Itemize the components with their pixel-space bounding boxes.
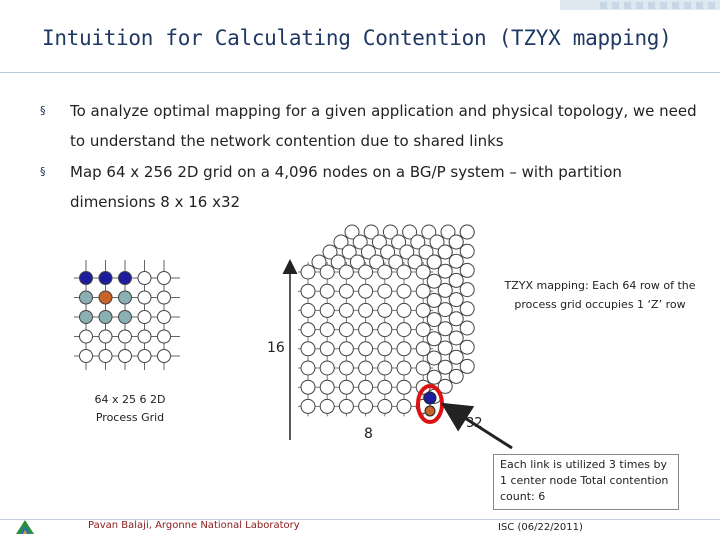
torus-node [359,399,373,413]
torus-node [460,225,474,239]
process-node [80,330,93,343]
torus-node [320,399,334,413]
orange-node [425,406,435,416]
process-node [80,311,93,324]
torus-node [438,245,452,259]
process-node [99,350,112,363]
torus-node [378,265,392,279]
torus-node [320,265,334,279]
torus-node [416,303,430,317]
torus-node [378,399,392,413]
torus-node [320,303,334,317]
argonne-logo-icon [14,518,36,536]
torus-node [397,303,411,317]
bullet-marker: § [40,104,46,117]
process-node [80,291,93,304]
process-node [80,350,93,363]
process-node [158,291,171,304]
torus-node [320,361,334,375]
process-node [158,350,171,363]
torus-node [397,284,411,298]
torus-node [320,284,334,298]
torus-node [378,303,392,317]
contention-callout: Each link is utilized 3 times by 1 center node Total contention count: 6 [493,454,679,510]
torus-node [359,303,373,317]
process-node [119,311,132,324]
bullet-text: To analyze optimal mapping for a given application and physical topology, we need to understand the network contention due to shared links [70,102,697,150]
torus-node [359,361,373,375]
blue-node [424,392,436,404]
torus-node [416,361,430,375]
axis-8-label: 8 [364,426,373,442]
torus-node [301,265,315,279]
torus-node [359,342,373,356]
torus-node [359,265,373,279]
torus-node [339,399,353,413]
footer-author: Pavan Balaji, Argonne National Laboratory [88,520,300,531]
torus-node [397,265,411,279]
torus-partition-3d [298,225,474,422]
torus-node [301,284,315,298]
torus-node [301,399,315,413]
torus-node [320,380,334,394]
torus-node [378,361,392,375]
axis-32-label: 32 [466,416,483,431]
torus-node [339,284,353,298]
axis-16-label: 16 [267,340,285,356]
torus-node [359,323,373,337]
process-node [138,291,151,304]
process-node [99,311,112,324]
torus-node [339,361,353,375]
torus-node [397,361,411,375]
torus-node [378,342,392,356]
torus-node [339,323,353,337]
torus-node [359,284,373,298]
torus-node [339,303,353,317]
torus-node [339,265,353,279]
torus-node [427,255,441,269]
torus-node [416,323,430,337]
process-node [99,272,112,285]
process-node [158,330,171,343]
torus-node [397,399,411,413]
process-node [119,291,132,304]
torus-node [301,323,315,337]
process-node [119,272,132,285]
process-node [138,311,151,324]
mapping-note: TZYX mapping: Each 64 row of the process grid occupies 1 ‘Z’ row [504,279,696,311]
torus-node [416,342,430,356]
torus-node [301,342,315,356]
torus-node [397,323,411,337]
process-node [119,330,132,343]
footer-event: ISC (06/22/2011) [498,522,583,533]
process-node [119,350,132,363]
bullet-marker: § [40,165,46,178]
slide-title: Intuition for Calculating Contention (TZYX mapping) [42,26,672,50]
torus-node [320,342,334,356]
process-grid-2d [74,260,180,370]
bullet-text: Map 64 x 256 2D grid on a 4,096 nodes on a BG/P system – with partition dimensions 8 x 16 x32 [70,163,622,211]
torus-node [416,265,430,279]
torus-node [320,323,334,337]
process-node [99,330,112,343]
torus-node [378,284,392,298]
grid-label: 64 x 25 6 2D Process Grid [94,393,166,424]
torus-node [378,323,392,337]
torus-node [416,284,430,298]
torus-node [301,361,315,375]
torus-node [397,380,411,394]
torus-node [449,235,463,249]
process-node [99,291,112,304]
process-node [138,272,151,285]
torus-node [301,303,315,317]
process-node [80,272,93,285]
torus-node [359,380,373,394]
process-node [158,272,171,285]
torus-node [397,342,411,356]
torus-node [378,380,392,394]
process-node [138,350,151,363]
torus-node [339,380,353,394]
process-node [158,311,171,324]
torus-node [339,342,353,356]
process-node [138,330,151,343]
torus-node [301,380,315,394]
